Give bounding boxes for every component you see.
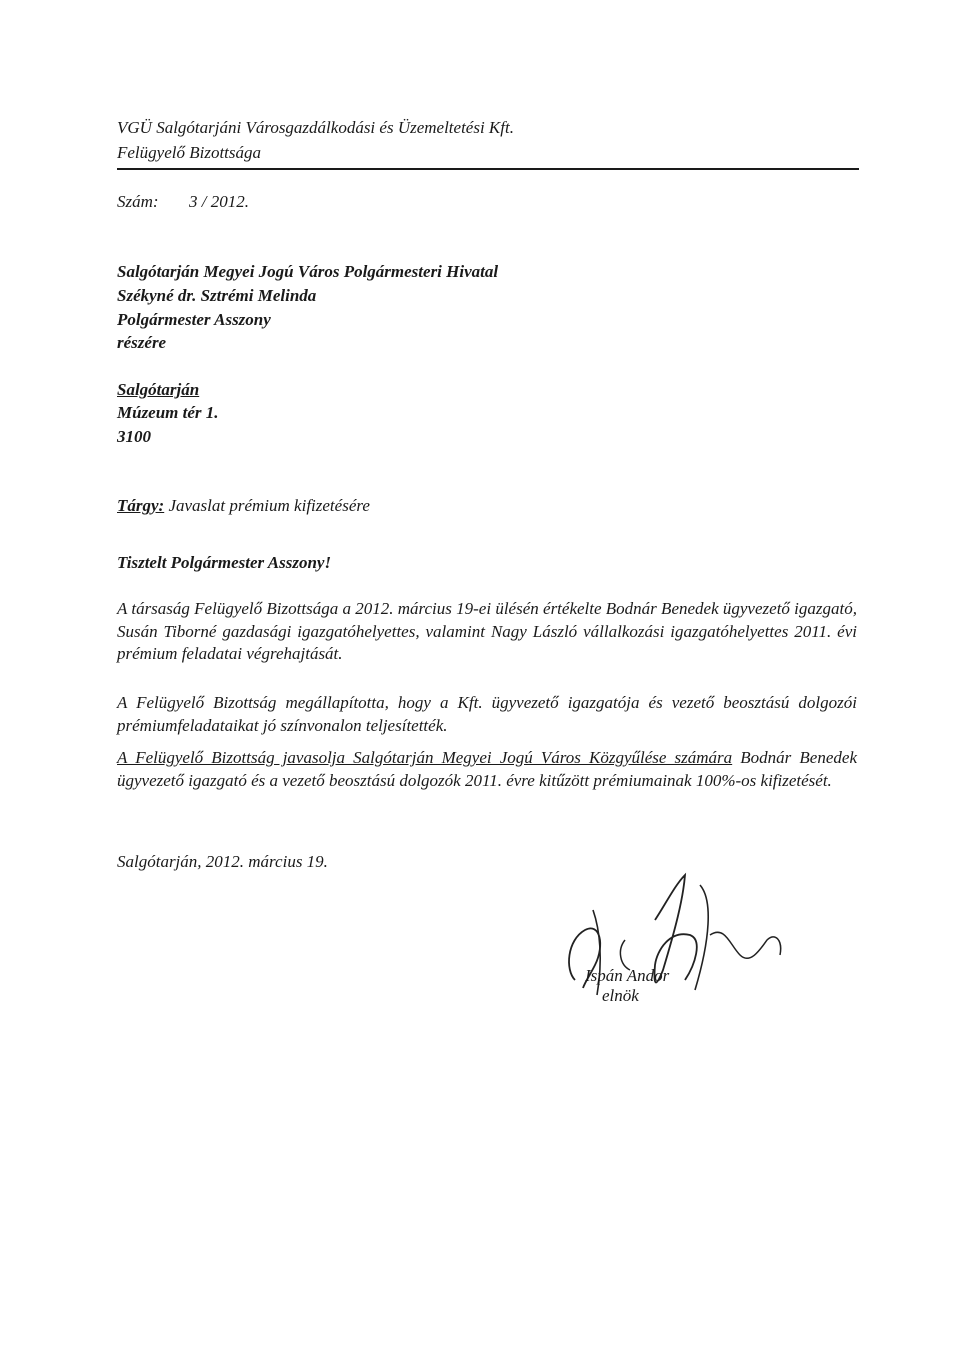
org-name: VGÜ Salgótarjáni Városgazdálkodási és Üzemeltetési Kft. xyxy=(117,118,514,137)
reference-number-value: 3 / 2012. xyxy=(189,192,249,211)
recipient-office: Salgótarján Megyei Jogú Város Polgármesteri Hivatal xyxy=(117,262,499,281)
signature-scribble xyxy=(545,870,805,1020)
paragraph-finding: A Felügyelő Bizottság megállapította, hogy a Kft. ügyvezető igazgatója és vezető beosztású dolgozói prémiumfeladataikat jó színvonalon teljesítették. xyxy=(117,693,857,735)
address-city: Salgótarján xyxy=(117,380,200,399)
proposal-rest: Bodnár Benedek ügyvezető igazgató és a vezető beosztású dolgozók 2011. évre kitűzött prémiumainak 100%-os kifizetését. xyxy=(117,748,857,790)
proposal-underlined: A Felügyelő Bizottság javasolja Salgótarján Megyei Jogú Város Közgyűlése számára xyxy=(117,748,733,767)
paragraph-evaluation: A társaság Felügyelő Bizottsága a 2012. március 19-ei ülésén értékelte Bodnár Benedek ügyvezető igazgató, Susán Tiborné gazdasági igazgatóhelyettes, valamint Nagy László vállalkozási igazgatóhelyettes 2011. évi prémium feladatai végrehajtását. xyxy=(117,599,857,663)
subject-text: Javaslat prémium kifizetésére xyxy=(164,496,370,515)
salutation: Tisztelt Polgármester Asszony! xyxy=(117,553,332,572)
signatory-name: Ispán Andor xyxy=(585,966,670,985)
date-place: Salgótarján, 2012. március 19. xyxy=(117,852,328,871)
reference-number-label: Szám: xyxy=(117,192,159,211)
signatory-role: elnök xyxy=(602,986,639,1005)
subject-label: Tárgy: xyxy=(117,496,165,515)
recipient-title: Polgármester Asszony xyxy=(117,310,271,329)
header-divider xyxy=(117,168,859,170)
address-street: Múzeum tér 1. xyxy=(117,403,219,422)
paragraph-proposal xyxy=(117,747,857,792)
board-name: Felügyelő Bizottsága xyxy=(117,143,262,162)
subject-line xyxy=(117,496,370,516)
address-zip: 3100 xyxy=(117,427,151,446)
recipient-for: részére xyxy=(117,333,167,352)
recipient-name: Székyné dr. Sztrémi Melinda xyxy=(117,286,317,305)
